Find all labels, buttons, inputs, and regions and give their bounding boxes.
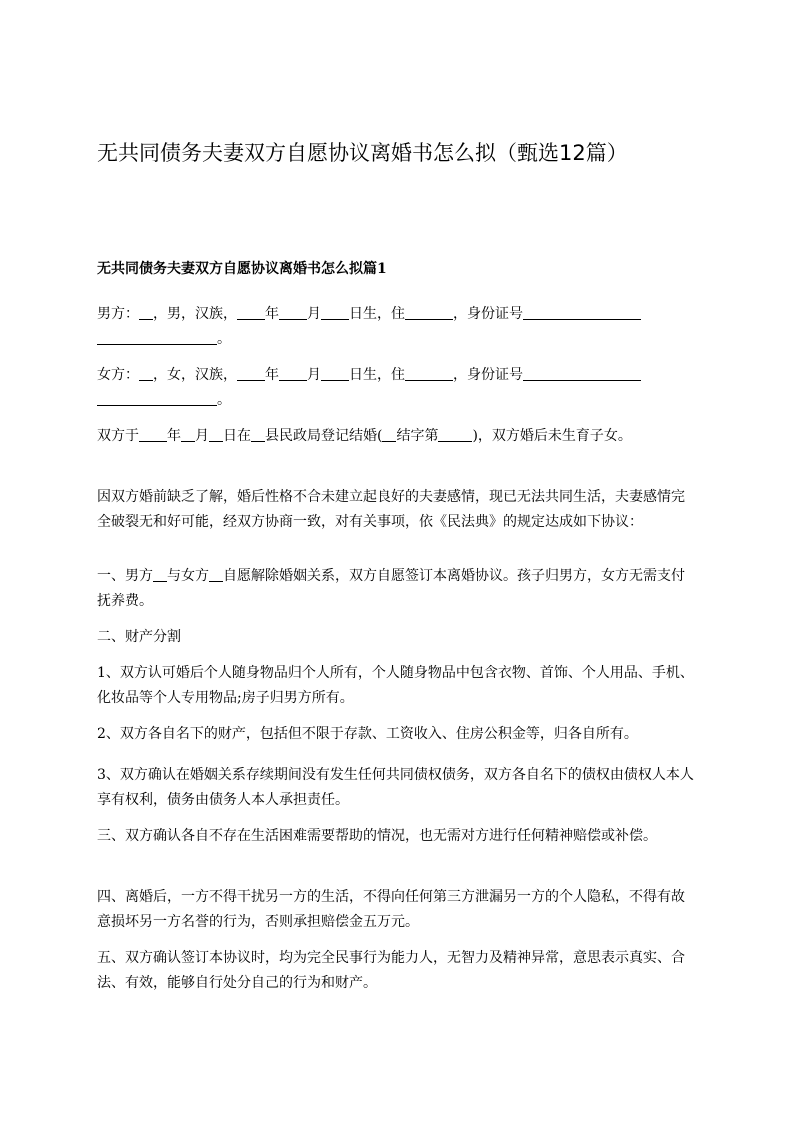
clause-two-item-2: 2、双方各自名下的财产，包括但不限于存款、工资收入、住房公积金等，归各自所有。 [97, 726, 638, 742]
month-label: 月 [307, 367, 321, 383]
end-mark: 。 [217, 331, 231, 347]
man-text: ，男，汉族， [153, 306, 237, 322]
month-blank[interactable] [181, 426, 195, 442]
id-label: ，身份证号 [453, 367, 523, 383]
month-label: 月 [195, 428, 209, 444]
id-label: ，身份证号 [453, 306, 523, 322]
day-blank[interactable] [321, 365, 349, 381]
year-label: 年 [265, 367, 279, 383]
place-label: 日在 [223, 428, 251, 444]
year-blank[interactable] [237, 365, 265, 381]
end-mark: 。 [217, 392, 231, 408]
id-blank[interactable] [523, 365, 641, 381]
address-blank[interactable] [405, 304, 453, 320]
address-label: 日生，住 [349, 306, 405, 322]
marriage-tail-text: )，双方婚后未生育子女。 [472, 428, 632, 444]
man-name-blank[interactable] [153, 566, 167, 582]
cert-number-blank[interactable] [438, 426, 472, 442]
year-label: 年 [265, 306, 279, 322]
clause-two-item-3: 3、双方确认在婚姻关系存续期间没有发生任何共同债权债务，双方各自名下的债权由债权人本人享有权利，债务由债务人本人承担责任。 [97, 767, 694, 808]
month-label: 月 [307, 306, 321, 322]
woman-name-blank[interactable] [209, 566, 223, 582]
id-blank-continued[interactable] [97, 329, 217, 345]
clause-four-paragraph: 四、离婚后，一方不得干扰另一方的生活，不得向任何第三方泄漏另一方的个人隐私，不得有故意损坏另一方名誉的行为，否则承担赔偿金五万元。 [97, 889, 685, 930]
clause-three-paragraph: 三、双方确认各自不存在生活困难需要帮助的情况，也无需对方进行任何精神赔偿或补偿。 [97, 828, 657, 844]
clause-one-text: 与女方 [167, 568, 209, 584]
month-blank[interactable] [279, 304, 307, 320]
cert-prefix-blank[interactable] [382, 426, 396, 442]
cert-label: 结字第 [396, 428, 439, 444]
year-blank[interactable] [237, 304, 265, 320]
year-label: 年 [167, 428, 181, 444]
clause-one-text: 自愿解除婚姻关系，双方自愿签订本离婚协议。孩子归男方，女方无需支付抚养费。 [97, 568, 685, 609]
day-blank[interactable] [209, 426, 223, 442]
address-label: 日生，住 [349, 367, 405, 383]
reason-paragraph: 因双方婚前缺乏了解，婚后性格不合未建立起良好的夫妻感情，现已无法共同生活，夫妻感情完全破裂无和好可能，经双方协商一致，对有关事项，依《民法典》的规定达成如下协议： [97, 489, 685, 530]
month-blank[interactable] [279, 365, 307, 381]
woman-text: ，女，汉族， [153, 367, 237, 383]
clause-two-item-1: 1、双方认可婚后个人随身物品归个人所有，个人随身物品中包含衣物、首饰、个人用品、手机、化妆品等个人专用物品;房子归男方所有。 [97, 665, 694, 706]
document-title: 无共同债务夫妻双方自愿协议离婚书怎么拟（甄选12篇） [97, 141, 628, 165]
section-heading: 无共同债务夫妻双方自愿协议离婚书怎么拟篇1 [97, 261, 387, 277]
clause-two-heading: 二、财产分割 [97, 629, 181, 645]
woman-label: 女方： [97, 367, 139, 383]
woman-info-paragraph [97, 363, 697, 413]
address-blank[interactable] [405, 365, 453, 381]
registration-text: 县民政局登记结婚( [265, 428, 383, 444]
clause-five-paragraph: 五、双方确认签订本协议时，均为完全民事行为能力人，无智力及精神异常，意思表示真实、合法、有效，能够自行处分自己的行为和财产。 [97, 950, 685, 991]
id-blank[interactable] [523, 304, 641, 320]
county-blank[interactable] [251, 426, 265, 442]
name-blank[interactable] [139, 365, 153, 381]
man-info-paragraph [97, 302, 697, 352]
name-blank[interactable] [139, 304, 153, 320]
clause-one-paragraph [97, 564, 697, 614]
day-blank[interactable] [321, 304, 349, 320]
id-blank-continued[interactable] [97, 390, 217, 406]
marriage-paragraph [97, 424, 697, 449]
clause-one-text: 一、男方 [97, 568, 153, 584]
man-label: 男方： [97, 306, 139, 322]
year-blank[interactable] [139, 426, 167, 442]
marriage-text: 双方于 [97, 428, 139, 444]
